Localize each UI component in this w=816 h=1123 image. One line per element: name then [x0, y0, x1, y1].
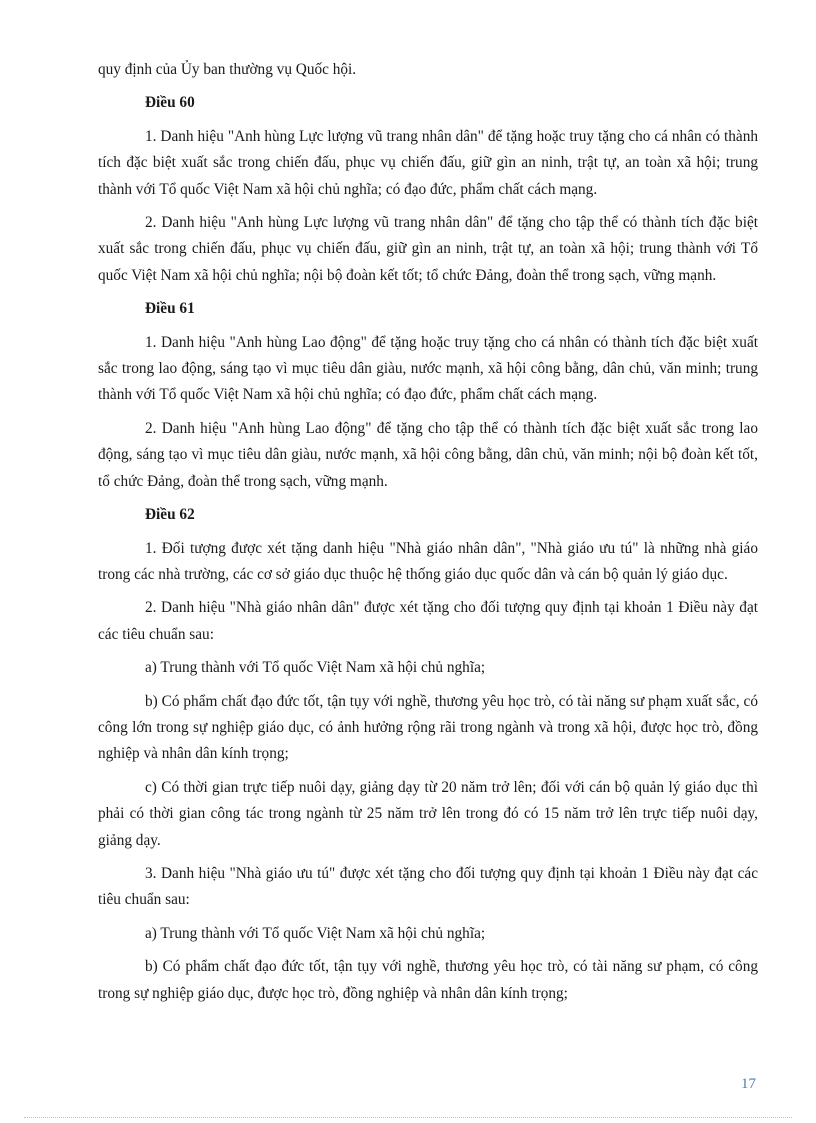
article-62-clause-2: 2. Danh hiệu "Nhà giáo nhân dân" được xét tặng cho đối tượng quy định tại khoản 1 Điều này đạt các tiêu chuẩn sau:: [98, 599, 758, 643]
article-61-clause-1: 1. Danh hiệu "Anh hùng Lao động" để tặng hoặc truy tặng cho cá nhân có thành tích đặc biệt xuất sắc trong lao động, sáng tạo vì mục tiêu dân giàu, nước mạnh, xã hội công bằng, dân chủ, văn minh; trung thành với Tổ quốc Việt Nam xã hội chủ nghĩa; có đạo đức, phẩm chất cách mạng.: [98, 333, 758, 404]
article-61-clause-2: 2. Danh hiệu "Anh hùng Lao động" để tặng cho tập thể có thành tích đặc biệt xuất sắc trong lao động, sáng tạo vì mục tiêu dân giàu, nước mạnh, xã hội công bằng, dân chủ, văn minh; nội bộ đoàn kết tốt, tổ chức Đảng, đoàn thể trong sạch, vững mạnh.: [98, 419, 758, 490]
article-62-clause-3-point-b: b) Có phẩm chất đạo đức tốt, tận tụy với nghề, thương yêu học trò, có tài năng sư phạm, có công trong sự nghiệp giáo dục, được học trò, đồng nghiệp và nhân dân kính trọng;: [98, 958, 758, 1002]
paragraph-continuation: quy định của Ủy ban thường vụ Quốc hội.: [98, 61, 357, 78]
article-62-clause-1: 1. Đối tượng được xét tặng danh hiệu "Nhà giáo nhân dân", "Nhà giáo ưu tú" là những nhà giáo trong các nhà trường, các cơ sở giáo dục thuộc hệ thống giáo dục quốc dân và cán bộ quản lý giáo dục.: [98, 539, 758, 583]
page-number: 17: [741, 1076, 756, 1092]
article-heading-61: Điều 61: [145, 300, 195, 318]
footer-divider: [24, 1117, 792, 1118]
article-62-clause-3: 3. Danh hiệu "Nhà giáo ưu tú" được xét tặng cho đối tượng quy định tại khoản 1 Điều này đạt các tiêu chuẩn sau:: [98, 864, 758, 909]
article-62-clause-3-point-a: a) Trung thành với Tổ quốc Việt Nam xã hội chủ nghĩa;: [145, 924, 486, 942]
article-60-clause-1: 1. Danh hiệu "Anh hùng Lực lượng vũ trang nhân dân" để tặng hoặc truy tặng cho cá nhân có thành tích đặc biệt xuất sắc trong chiến đấu, phục vụ chiến đấu, giữ gìn an ninh, trật tự, an toàn xã hội; trung thành với Tổ quốc Việt Nam xã hội chủ nghĩa; có đạo đức, phẩm chất cách mạng.: [98, 127, 758, 198]
document-body: [98, 57, 758, 1014]
article-heading-62: Điều 62: [145, 506, 195, 524]
article-62-clause-2-point-b: b) Có phẩm chất đạo đức tốt, tận tụy với nghề, thương yêu học trò, có tài năng sư phạm xuất sắc, có công lớn trong sự nghiệp giáo dục, có ảnh hưởng rộng rãi trong ngành và trong xã hội, được học trò, đồng nghiệp và nhân dân kính trọng;: [98, 692, 758, 763]
article-heading-60: Điều 60: [145, 94, 195, 112]
article-62-clause-2-point-a: a) Trung thành với Tổ quốc Việt Nam xã hội chủ nghĩa;: [145, 659, 486, 677]
article-60-clause-2: 2. Danh hiệu "Anh hùng Lực lượng vũ trang nhân dân" để tặng cho tập thể có thành tích đặc biệt xuất sắc trong chiến đấu, phục vụ chiến đấu, giữ gìn an ninh, trật tự, an toàn xã hội; trung thành với Tổ quốc Việt Nam xã hội chủ nghĩa; nội bộ đoàn kết tốt; tổ chức Đảng, đoàn thể trong sạch, vững mạnh.: [98, 214, 758, 284]
article-62-clause-2-point-c: c) Có thời gian trực tiếp nuôi dạy, giảng dạy từ 20 năm trở lên; đối với cán bộ quản lý giáo dục thì phải có thời gian công tác trong ngành từ 25 năm trở lên trong đó có 15 năm trở lên trực tiếp nuôi dạy, giảng dạy.: [98, 778, 758, 849]
